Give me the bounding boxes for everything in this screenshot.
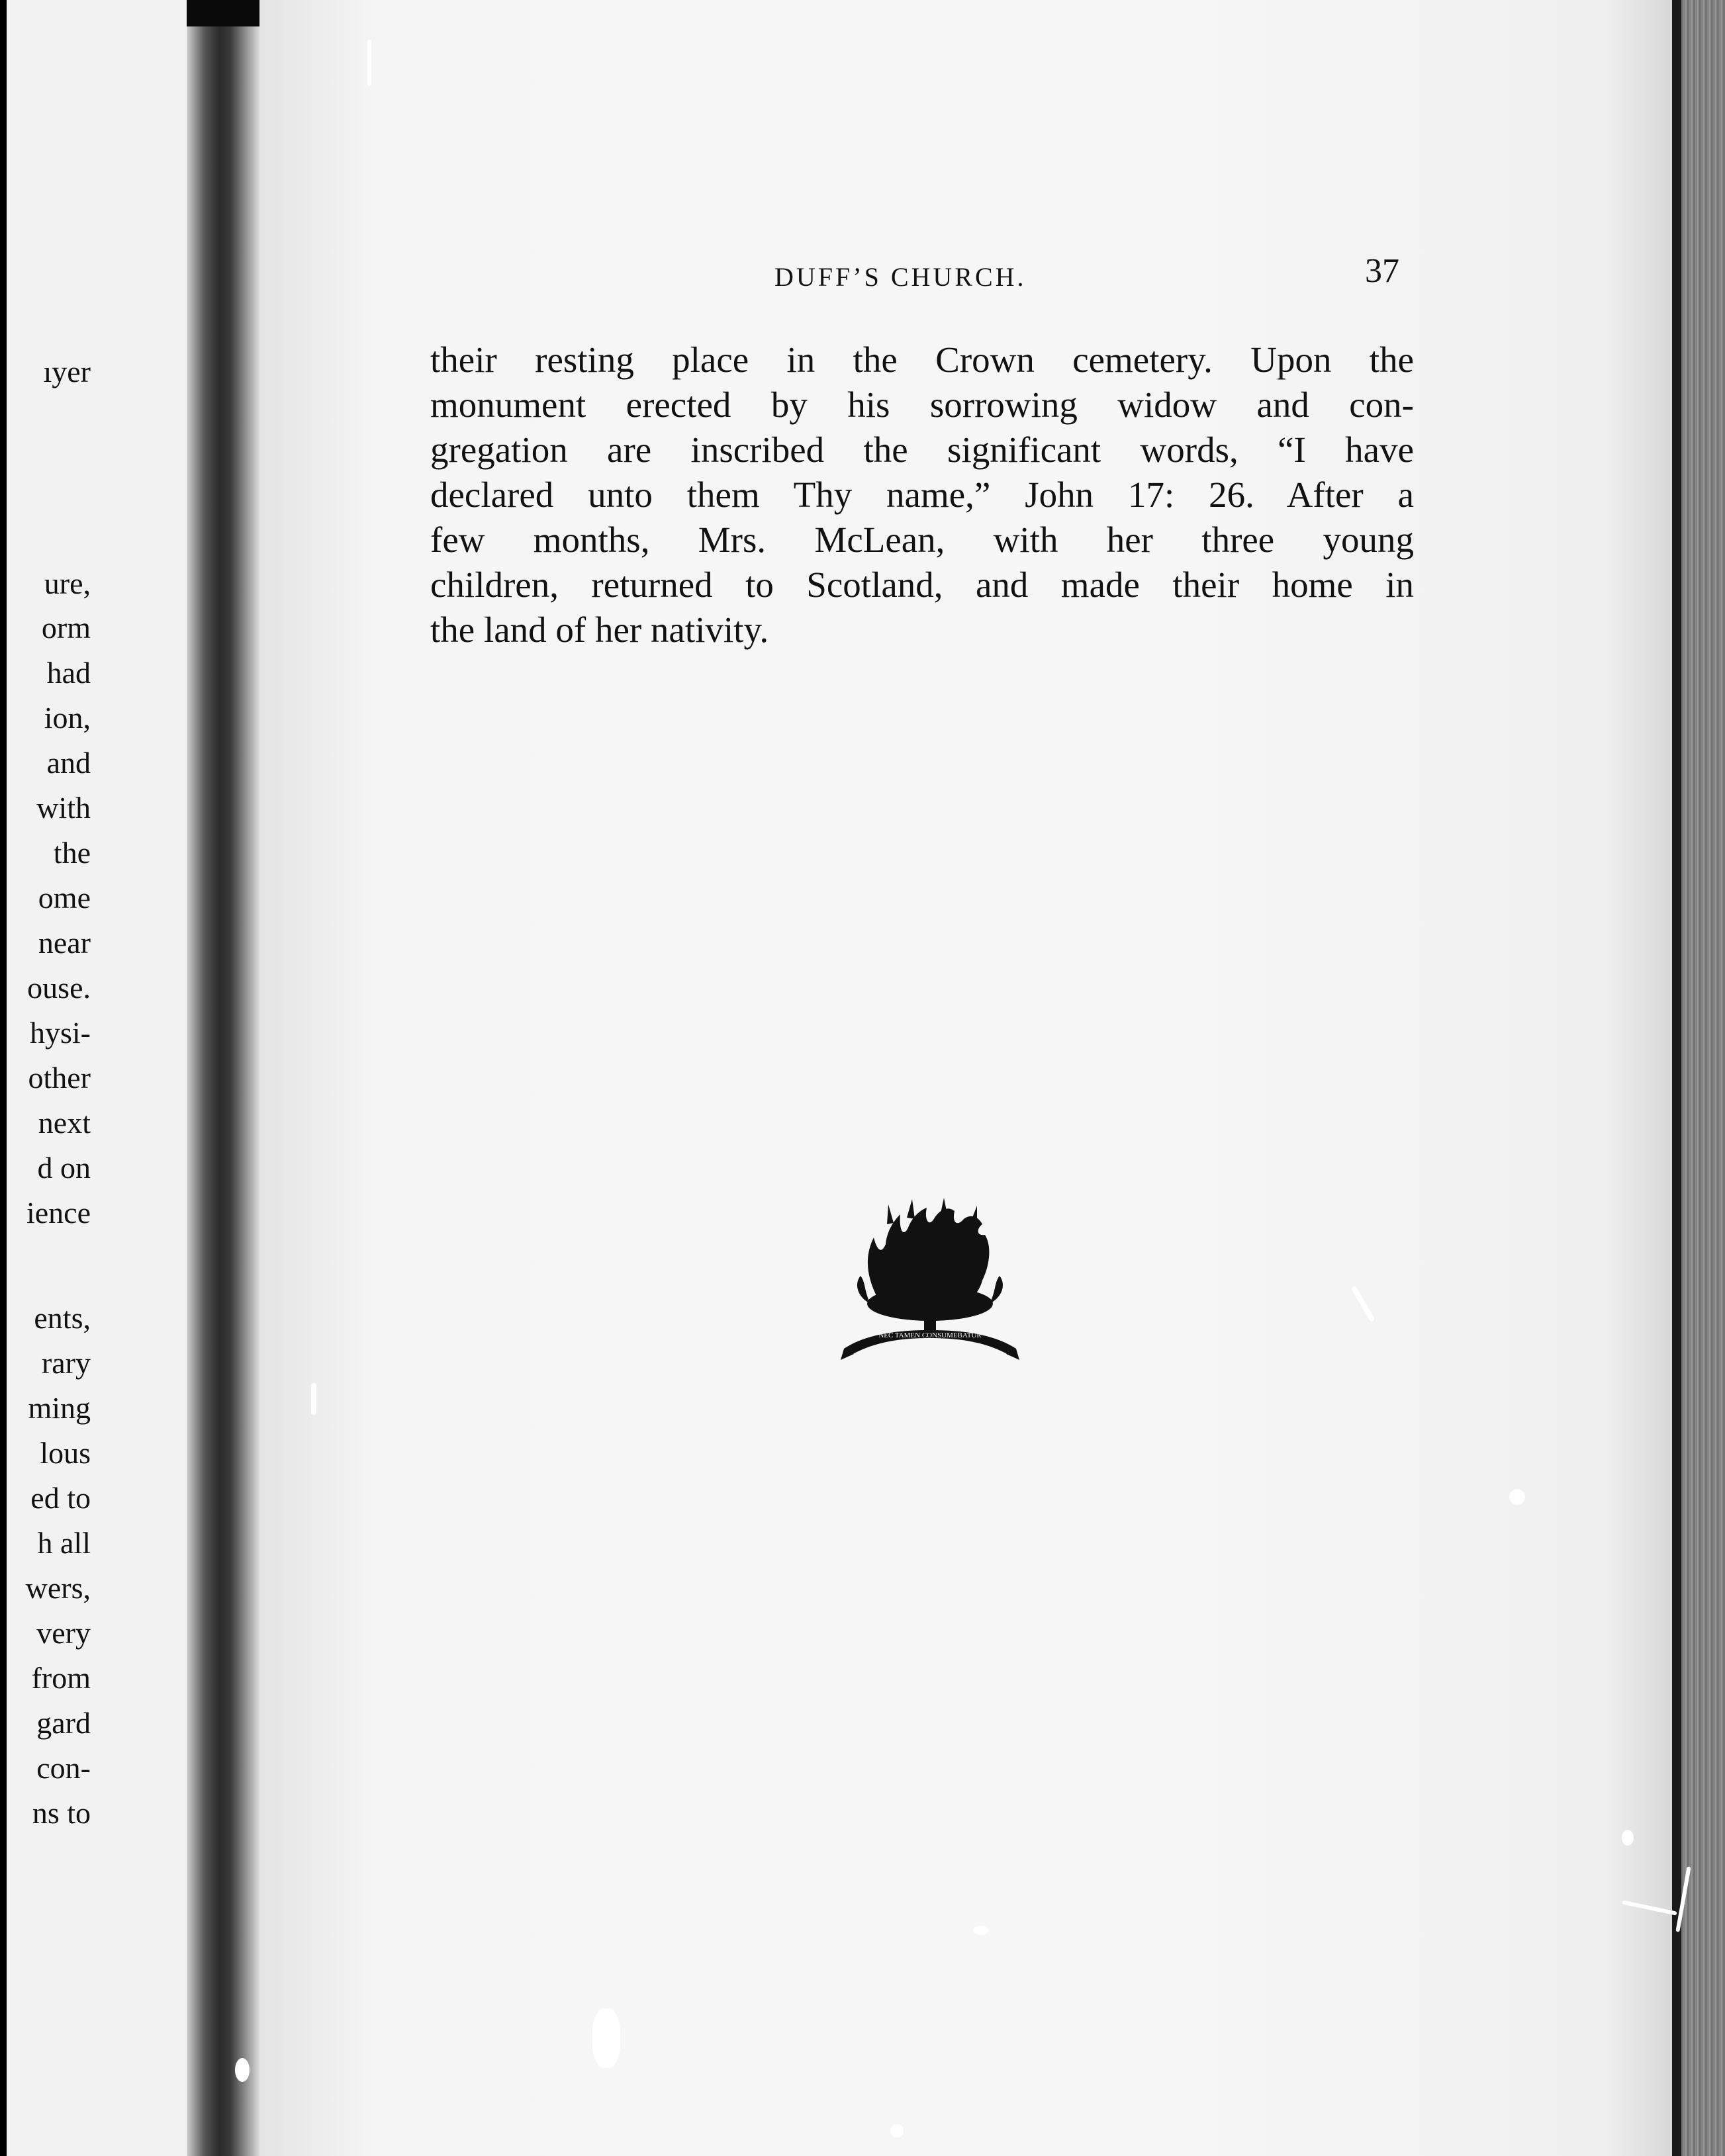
- left-line-fragment: from: [31, 1661, 91, 1695]
- left-line-fragment: and: [46, 746, 91, 780]
- left-line-fragment: ns to: [32, 1796, 91, 1830]
- left-line-fragment: orm: [41, 611, 91, 645]
- left-line-fragment: near: [38, 926, 91, 960]
- left-line-fragment: ed to: [30, 1481, 91, 1515]
- left-line-fragment: lous: [40, 1436, 91, 1470]
- left-line-fragment: ents,: [34, 1301, 91, 1335]
- left-line-fragment: ience: [26, 1196, 91, 1230]
- text-line: declared unto them Thy name,” John 17: 26. After a: [430, 474, 1414, 515]
- left-line-fragment: con-: [36, 1751, 91, 1785]
- left-line-fragment: hysi-: [30, 1016, 91, 1050]
- left-line-fragment: h all: [37, 1526, 91, 1560]
- ornament-motto: NEC TAMEN CONSUMEBATUR: [878, 1331, 982, 1339]
- left-line-fragment: ure,: [44, 566, 91, 600]
- right-page: [259, 0, 1672, 2156]
- left-line-fragment: with: [36, 791, 91, 825]
- left-line-fragment: ouse.: [27, 971, 91, 1005]
- left-line-fragment: gard: [36, 1706, 91, 1740]
- gutter-top-shadow: [187, 0, 259, 26]
- page-number: 37: [1365, 252, 1399, 290]
- scan-speck: [890, 2124, 904, 2137]
- text-line: the land of her nativity.: [430, 609, 769, 650]
- running-head: DUFF’S CHURCH.: [774, 262, 1027, 292]
- left-line-fragment: very: [36, 1616, 91, 1650]
- left-line-fragment: ome: [38, 881, 91, 915]
- scan-speck: [592, 2008, 620, 2068]
- left-line-fragment: had: [46, 656, 91, 690]
- left-line-fragment: next: [38, 1106, 91, 1140]
- left-line-fragment: ıyer: [43, 355, 91, 388]
- left-line-fragment: wers,: [25, 1571, 91, 1605]
- scan-speck: [973, 1926, 989, 1935]
- scan-speck: [311, 1383, 316, 1415]
- text-line: children, returned to Scotland, and made their home in: [430, 564, 1414, 605]
- book-gutter: [187, 0, 259, 2156]
- left-line-fragment: other: [28, 1061, 91, 1095]
- left-line-fragment: d on: [37, 1151, 91, 1185]
- scan-speck: [1509, 1489, 1525, 1505]
- left-line-fragment: the: [53, 836, 91, 870]
- scan-speck: [367, 40, 371, 86]
- text-line: monument erected by his sorrowing widow and con-: [430, 384, 1414, 425]
- scan-speck: [1622, 1830, 1634, 1846]
- left-line-fragment: ming: [28, 1391, 91, 1425]
- body-paragraph: [430, 337, 1414, 652]
- left-page: [7, 0, 187, 2156]
- text-line: gregation are inscribed the significant words, “I have: [430, 429, 1414, 470]
- left-line-fragment: ion,: [44, 701, 91, 735]
- page-edge-shadow: [1672, 0, 1681, 2156]
- scan-speck: [235, 2058, 250, 2082]
- scan-border: [0, 0, 7, 2156]
- text-line: their resting place in the Crown cemetery. Upon the: [430, 339, 1414, 380]
- left-line-fragment: rary: [41, 1346, 91, 1380]
- burning-bush-icon: [841, 1198, 1019, 1363]
- text-line: few months, Mrs. McLean, with her three young: [430, 519, 1414, 560]
